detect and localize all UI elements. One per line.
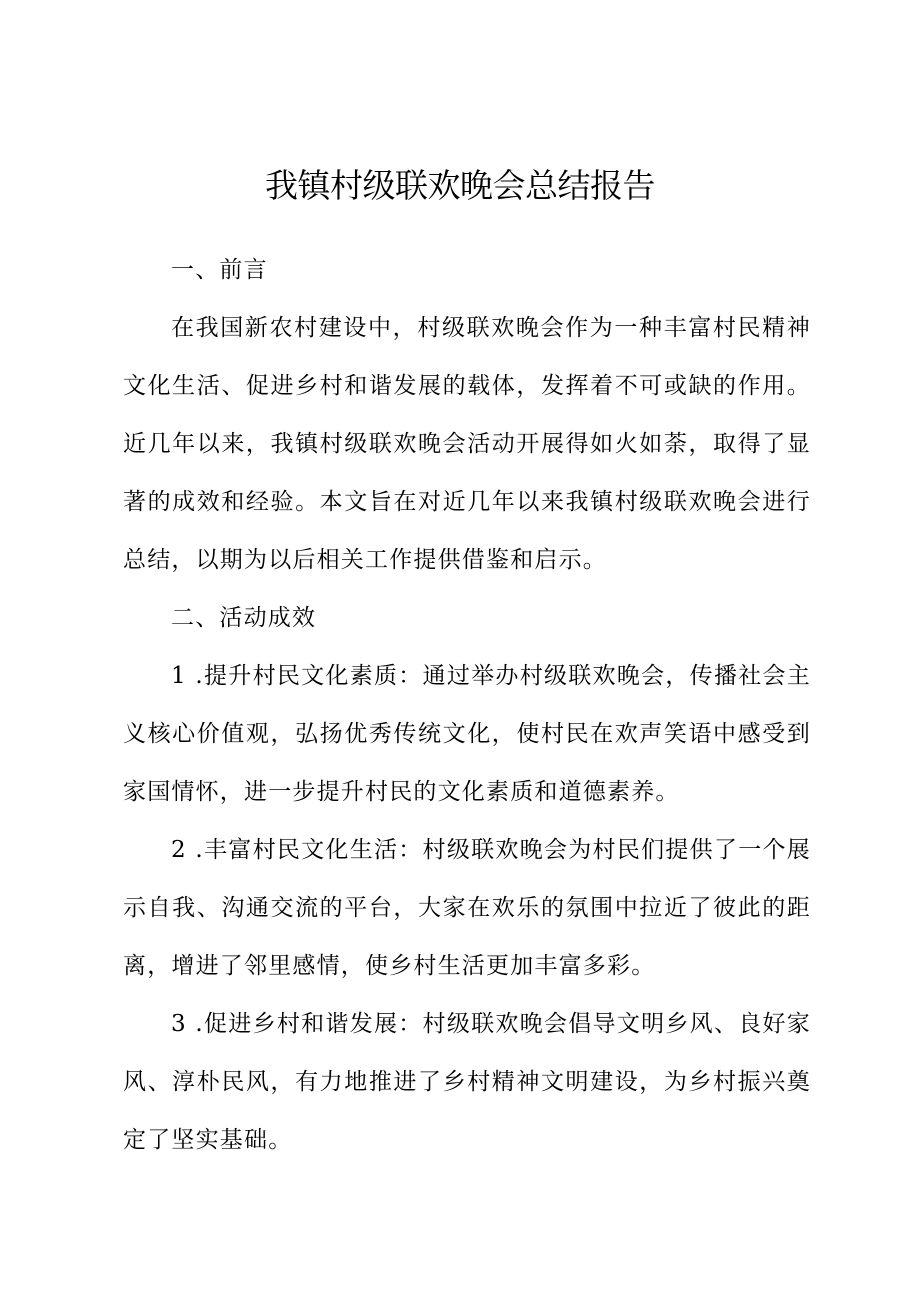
document-body (123, 241, 811, 1169)
paragraph-result-2: 2 .丰富村民文化生活：村级联欢晚会为村民们提供了一个展示自我、沟通交流的平台，大家在欢乐的氛围中拉近了彼此的距离，增进了邻里感情，使乡村生活更加丰富多彩。 (123, 837, 811, 979)
heading-results: 二、活动成效 (171, 605, 317, 631)
paragraph-preface: 在我国新农村建设中，村级联欢晚会作为一种丰富村民精神文化生活、促进乡村和谐发展的载体，发挥着不可或缺的作用。近几年以来，我镇村级联欢晚会活动开展得如火如荼，取得了显著的成效和经验。本文旨在对近几年以来我镇村级联欢晚会进行总结，以期为以后相关工作提供借鉴和启示。 (123, 315, 811, 573)
heading-preface: 一、前言 (171, 257, 268, 283)
document-title: 我镇村级联欢晚会总结报告 (265, 166, 655, 205)
paragraph-result-3: 3 .促进乡村和谐发展：村级联欢晚会倡导文明乡风、良好家风、淳朴民风，有力地推进了乡村精神文明建设，为乡村振兴奠定了坚实基础。 (123, 1011, 811, 1153)
paragraph-result-1: 1 .提升村民文化素质：通过举办村级联欢晚会，传播社会主义核心价值观，弘扬优秀传统文化，使村民在欢声笑语中感受到家国情怀，进一步提升村民的文化素质和道德素养。 (123, 663, 811, 805)
